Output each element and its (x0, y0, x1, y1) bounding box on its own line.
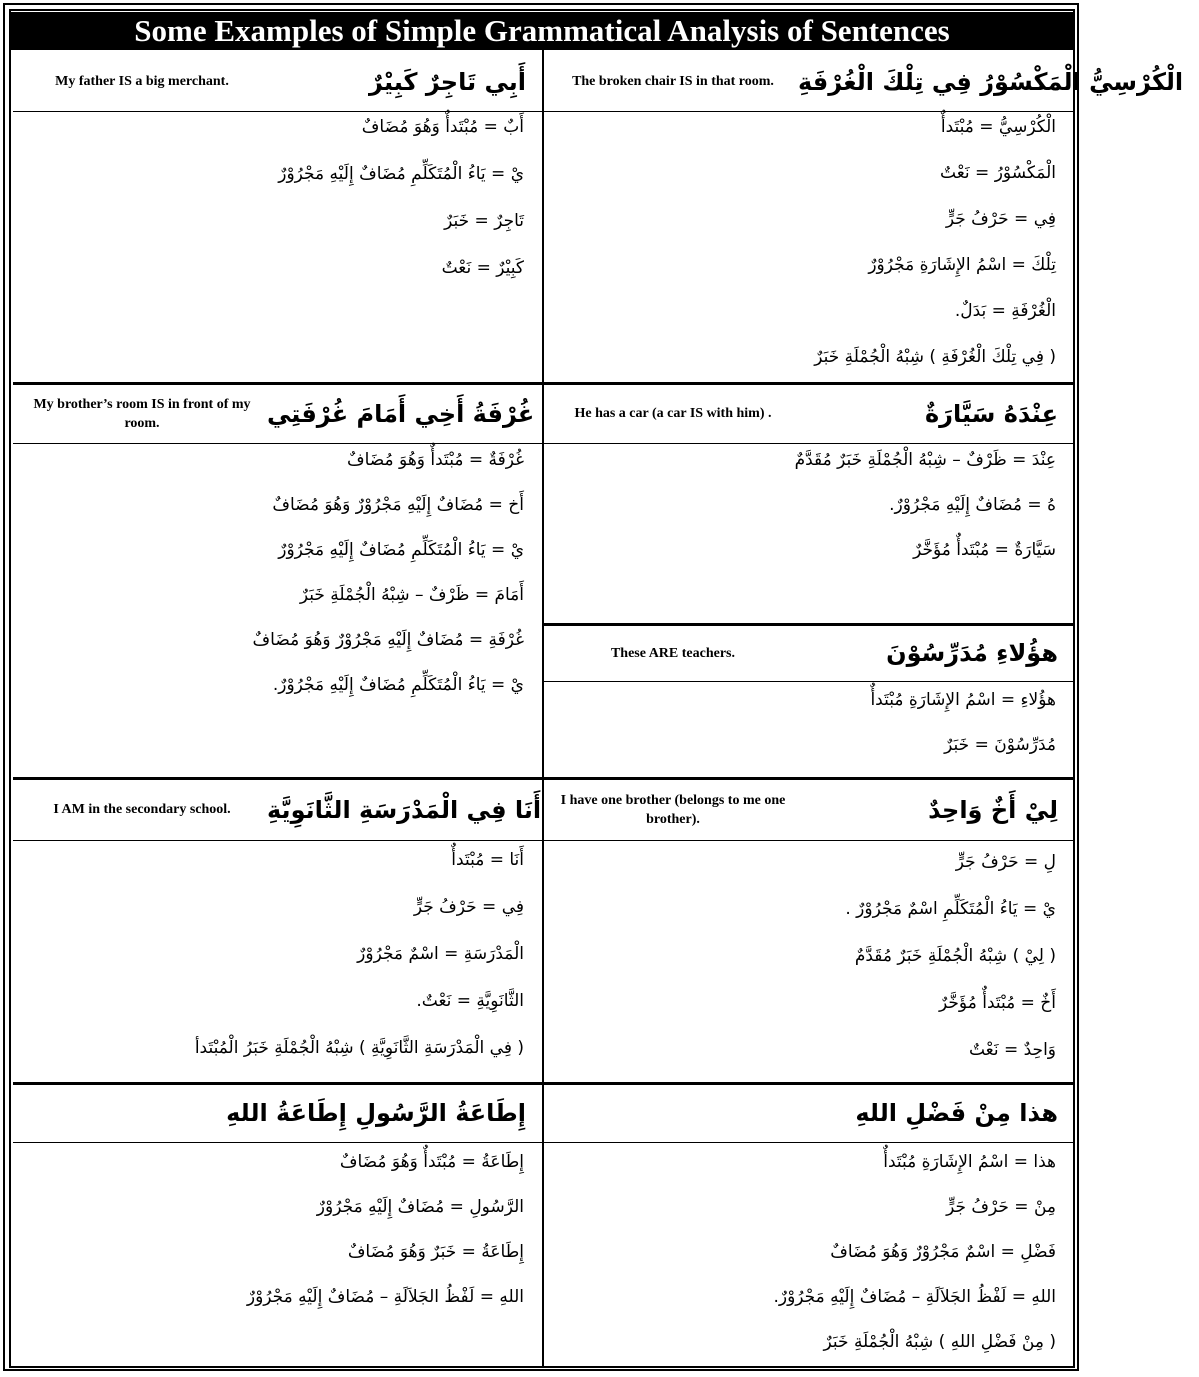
analysis-line: تِلْكَ = اسْمُ الإِشَارَةِ مَجْرُوْرٌ (868, 255, 1056, 275)
section-header (13, 384, 542, 443)
section-header (544, 625, 1074, 681)
analysis-line: تَاجِرٌ = خَبَرٌ (444, 211, 524, 231)
english-translation: He has a car (a car IS with him) . (574, 406, 772, 421)
analysis-line: سَيَّارَةٌ = مُبْتَدأٌ مُؤَخَّرٌ (913, 540, 1056, 560)
left-section-0-head-divider (13, 111, 542, 112)
right-section-0-head-divider (544, 111, 1074, 112)
analysis-line: يْ = يَاءُ الْمُتَكَلِّمِ اسْمٌ مَجْرُوْرٌ . (845, 899, 1056, 919)
analysis-line: يْ = يَاءُ الْمُتَكَلِّمِ مُضَافٌ إِلَيْهِ مَجْرُوْرٌ. (272, 675, 524, 695)
arabic-sentence: أَنَا فِي الْمَدْرَسَةِ الثَّانَوِيَّةِ (267, 795, 542, 824)
analysis-line: هُ = مُضَافٌ إِلَيْهِ مَجْرُوْرٌ. (889, 495, 1056, 515)
analysis-line: فِي = حَرْفُ جَرٍّ (413, 897, 524, 917)
arabic-sentence: الْكُرْسِيُّ الْمَكْسُوْرُ فِي تِلْكَ الْغُرْفَةِ (798, 67, 1184, 96)
left-section-2-head-divider (13, 840, 542, 841)
section-header (544, 384, 1074, 443)
arabic-sentence: هذا مِنْ فَضْلِ اللهِ (855, 1099, 1058, 1127)
arabic-sentence: إِطَاعَةُ الرَّسُولِ إِطَاعَةُ اللهِ (226, 1099, 526, 1127)
section-header (544, 52, 1184, 111)
analysis-line: ( لِيْ ) شِبْهُ الْجُمْلَةِ خَبَرٌ مُقَدَّمٌ (854, 946, 1056, 966)
right-section-4-head-divider (544, 1142, 1074, 1143)
analysis-line: ( فِي تِلْكَ الْغُرْفَةِ ) شِبْهُ الْجُمْلَةِ خَبَرٌ (814, 347, 1056, 367)
analysis-line: كَبِيْرٌ = نَعْتٌ (441, 258, 524, 278)
analysis-line: هؤُلاءِ = اسْمُ الإِشَارَةِ مُبْتَدأٌ (870, 690, 1056, 710)
analysis-line: هذا = اسْمُ الإِشَارَةِ مُبْتَدأٌ (883, 1152, 1056, 1172)
analysis-line: إِطَاعَةُ = مُبْتَدأٌ وَهُوَ مُضَافٌ (339, 1152, 524, 1172)
right-section-1-head-divider (544, 443, 1074, 444)
english-translation: I AM in the secondary school. (53, 802, 231, 817)
analysis-line: مُدَرِّسُوْنَ = خَبَرٌ (944, 735, 1056, 755)
arabic-sentence: غُرْفَةُ أَخِي أَمَامَ غُرْفَتِي (267, 399, 535, 428)
english-translation: My father IS a big merchant. (55, 74, 229, 89)
english-translation: I have one brother (belongs to me one brother). (560, 792, 786, 827)
analysis-line: اللهِ = لَفْظُ الجَلاَلَةِ – مُضَافٌ إِلَيْهِ مَجْرُوْرٌ. (773, 1287, 1056, 1307)
arabic-sentence: لِيْ أَخٌ وَاحِدٌ (928, 795, 1058, 824)
analysis-line: أَخ = مُضَافٌ إِلَيْهِ مَجْرُوْرٌ وَهُوَ مُضَافٌ (272, 495, 524, 515)
arabic-sentence: هؤُلاءِ مُدَرِّسُوْنَ (886, 639, 1058, 667)
section-header (544, 779, 1074, 840)
analysis-line: يْ = يَاءُ الْمُتَكَلِّمِ مُضَافٌ إِلَيْهِ مَجْرُوْرٌ (278, 164, 524, 184)
analysis-line: اللهِ = لَفْظُ الجَلاَلَةِ – مُضَافٌ إِلَيْهِ مَجْرُوْرٌ (246, 1287, 524, 1307)
arabic-sentence: عِنْدَهُ سَيَّارَةٌ (925, 399, 1058, 428)
right-section-2-head-divider (544, 681, 1074, 682)
left-section-3-head-divider (13, 1142, 542, 1143)
english-translation: The broken chair IS in that room. (572, 74, 774, 89)
right-section-3-head-divider (544, 840, 1074, 841)
section-header (13, 1084, 542, 1142)
column-divider (542, 50, 544, 1366)
analysis-line: فِي = حَرْفُ جَرٍّ (945, 209, 1056, 229)
page-title: Some Examples of Simple Grammatical Analysis of Sentences (11, 12, 1073, 50)
arabic-sentence: أَبِي تَاجِرٌ كَبِيْرٌ (369, 67, 526, 96)
analysis-line: وَاحِدٌ = نَعْتٌ (968, 1040, 1056, 1060)
analysis-line: مِنْ = حَرْفُ جَرٍّ (946, 1197, 1056, 1217)
analysis-line: يْ = يَاءُ الْمُتَكَلِّمِ مُضَافٌ إِلَيْهِ مَجْرُوْرٌ (278, 540, 524, 560)
analysis-line: ( فِي الْمَدْرَسَةِ الثَّانَوِيَّةِ ) شِبْهُ الْجُمْلَةِ خَبَرُ الْمُبْتَدأ (194, 1038, 524, 1058)
analysis-line: غُرْفَةِ = مُضَافٌ إِلَيْهِ مَجْرُوْرٌ وَهُوَ مُضَافٌ (252, 630, 524, 650)
analysis-line: الْمَدْرَسَةِ = اسْمٌ مَجْرُوْرٌ (357, 944, 524, 964)
analysis-line: الْمَكْسُوْرُ = نَعْتٌ (940, 163, 1056, 183)
english-translation: My brother’s room IS in front of my room. (33, 396, 251, 431)
section-header (13, 779, 542, 840)
analysis-line: لِ = حَرْفُ جَرٍّ (955, 852, 1056, 872)
analysis-line: عِنْدَ = ظَرْفٌ – شِبْهُ الْجُمْلَةِ خَبَرٌ مُقَدَّمٌ (794, 450, 1056, 470)
analysis-line: أَخٌ = مُبْتَدأٌ مُؤَخَّرٌ (939, 993, 1056, 1013)
section-header (13, 52, 542, 111)
section-header (544, 1084, 1074, 1142)
analysis-line: فَضْلِ = اسْمٌ مَجْرُوْرٌ وَهُوَ مُضَافٌ (830, 1242, 1056, 1262)
analysis-line: أَمَامَ = ظَرْفٌ – شِبْهُ الْجُمْلَةِ خَبَرٌ (299, 585, 524, 605)
analysis-line: أَنَا = مُبْتَدأٌ (451, 850, 524, 870)
analysis-line: غُرْفَةٌ = مُبْتَدأٌ وَهُوَ مُضَافٌ (347, 450, 524, 470)
analysis-line: الثَّانَوِيَّةِ = نَعْتٌ. (416, 991, 524, 1011)
analysis-line: ( مِنْ فَضْلِ اللهِ ) شِبْهُ الْجُمْلَةِ خَبَرٌ (823, 1332, 1056, 1352)
analysis-line: الْغُرْفَةِ = بَدَلٌ. (954, 301, 1056, 321)
analysis-line: الرَّسُولِ = مُضَافٌ إِلَيْهِ مَجْرُوْرٌ (316, 1197, 524, 1217)
left-section-1-head-divider (13, 443, 542, 444)
analysis-line: إِطَاعَةُ = خَبَرٌ وَهُوَ مُضَافٌ (347, 1242, 524, 1262)
english-translation: These ARE teachers. (610, 645, 736, 661)
analysis-line: أَبٌ = مُبْتَدأٌ وَهُوَ مُضَافٌ (361, 117, 524, 137)
analysis-line: الْكُرْسِيُّ = مُبْتَدأٌ (940, 117, 1056, 137)
